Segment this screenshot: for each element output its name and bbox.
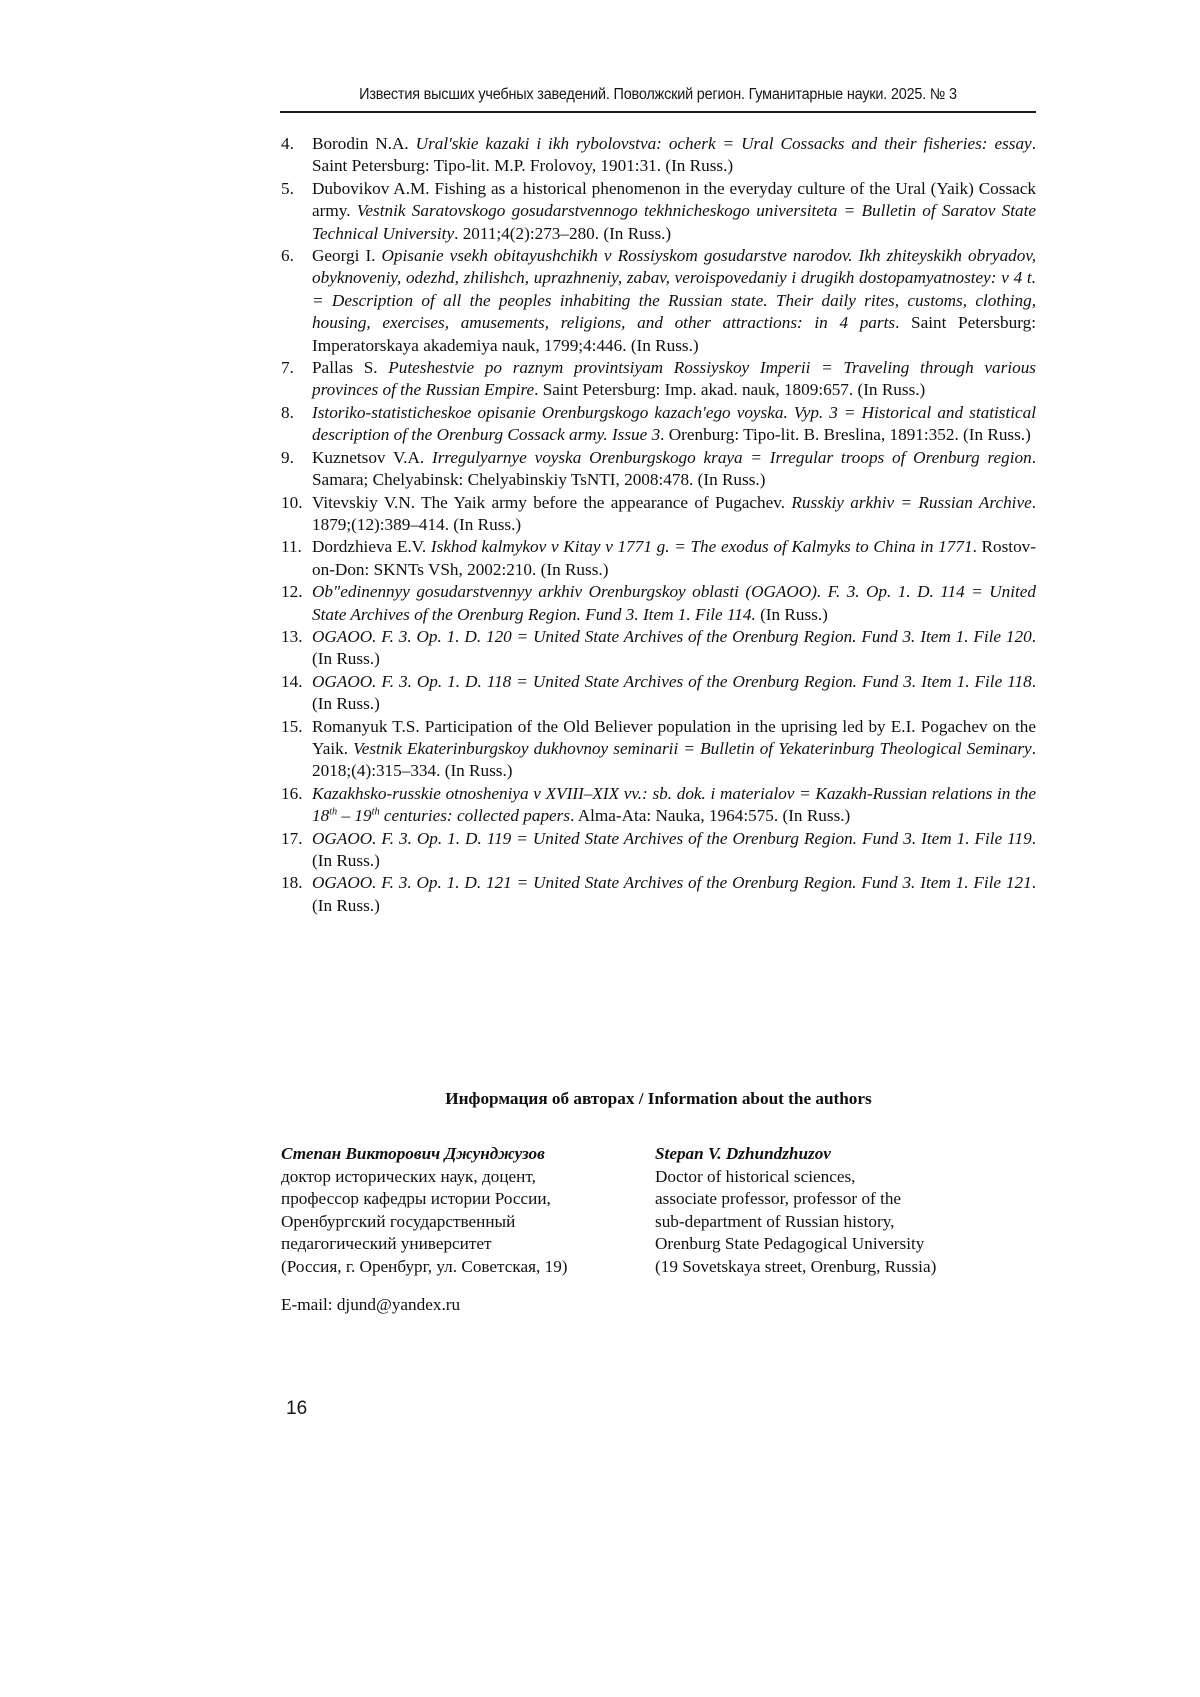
reference-text-segment: (In Russ.) — [755, 604, 828, 624]
reference-text-segment: Opisanie vsekh obitayushchikh v Rossiyskom gosudarstve narodov. Ikh zhiteyskikh obryadov, obyknoveniy, odezhd, zhilishch, uprazhneniy, zabav, veroispovedaniy i drugikh dostopamyatnostey: v 4 t. = Description of all the peoples inhabiting the Russian state. Their daily rites, customs, clothing, housing, exercises, amusements, religions, and other attractions: in 4 parts — [312, 246, 1036, 333]
reference-number: 8. — [281, 402, 294, 422]
reference-text-segment: OGAOO. F. 3. Op. 1. D. 118 = United State Archives of the Orenburg Region. Fund 3. Item 1. File 118 — [312, 671, 1032, 691]
reference-number: 9. — [281, 447, 294, 467]
reference-text-segment: Romanyuk T.S. Participation of the Old Believer population in the uprising led by E.I. Pogachev on the Yaik. — [312, 716, 1036, 758]
reference-text-segment: . Samara; Chelyabinsk: Chelyabinskiy TsNTI, 2008:478. (In Russ.) — [312, 447, 1036, 490]
reference-item — [281, 447, 1036, 492]
reference-item — [281, 402, 1036, 447]
author-email: E-mail: djund@yandex.ru — [281, 1295, 461, 1314]
author-degree-line: доктор исторических наук, доцент, — [281, 1166, 536, 1186]
reference-text-segment: Georgi I. — [312, 246, 382, 266]
reference-text-segment: Ob"edinennyy gosudarstvennyy arkhiv Orenburgskoy oblasti (OGAOO). F. 3. Op. 1. D. 114 = United State Archives of the Orenburg Region. Fund 3. Item 1. File 114. — [312, 582, 1036, 624]
reference-text-segment: . (In Russ.) — [312, 671, 1036, 714]
reference-text-segment: . (In Russ.) — [312, 828, 1036, 870]
page-number: 16 — [286, 1398, 308, 1419]
reference-text-segment: . (In Russ.) — [312, 626, 1036, 669]
reference-text-segment: Vestnik Saratovskogo gosudarstvennogo tekhnicheskogo universiteta = Bulletin of Saratov State Technical University — [312, 201, 1037, 243]
reference-number: 12. — [281, 582, 303, 602]
reference-number: 13. — [281, 626, 303, 646]
reference-number: 5. — [281, 178, 294, 198]
reference-number: 7. — [281, 358, 294, 378]
author-affiliation-line: Оренбургский государственный — [281, 1211, 516, 1231]
journal-header-text: Известия высших учебных заведений. Поволжский регион. Гуманитарные науки. 2025. № 3 — [359, 86, 957, 103]
reference-text-segment: Russkiy arkhiv = Russian Archive — [791, 492, 1032, 512]
reference-text-segment: th — [371, 806, 380, 818]
author-address-line: (19 Sovetskaya street, Orenburg, Russia) — [655, 1256, 937, 1276]
reference-item — [281, 671, 1036, 716]
reference-text-segment: Irregulyarnye voyska Orenburgskogo kraya = Irregular troops of Orenburg region — [431, 447, 1032, 467]
author-info-english — [655, 1143, 1040, 1279]
journal-running-head — [280, 86, 1036, 113]
author-info-russian — [281, 1143, 646, 1279]
author-affiliation-line: Orenburg State Pedagogical University — [655, 1234, 925, 1254]
reference-text-segment: . 1879;(12):389–414. (In Russ.) — [312, 492, 1036, 534]
author-position-line: associate professor, professor of the — [655, 1189, 902, 1209]
reference-text-segment: OGAOO. F. 3. Op. 1. D. 120 = United State Archives of the Orenburg Region. Fund 3. Item 1. File 120 — [312, 626, 1032, 646]
reference-number: 11. — [281, 537, 302, 557]
reference-item — [281, 357, 1036, 402]
reference-item — [281, 178, 1036, 245]
reference-text-segment: – 19 — [337, 806, 372, 826]
reference-number: 14. — [281, 671, 303, 691]
authors-section-title: Информация об авторах / Information about the authors — [445, 1089, 872, 1108]
reference-number: 4. — [281, 134, 294, 153]
reference-text-segment: . (In Russ.) — [312, 873, 1036, 915]
reference-text-segment: Vestnik Ekaterinburgskoy dukhovnoy seminarii = Bulletin of Yekaterinburg Theological Seminary — [353, 738, 1032, 758]
reference-text-segment: Puteshestvie po raznym provintsiyam Rossiyskoy Imperii = Traveling through various provinces of the Russian Empire — [312, 358, 1036, 400]
reference-text-segment: Dordzhieva E.V. — [312, 537, 431, 557]
reference-text-segment: Kuznetsov V.A. — [312, 447, 432, 467]
reference-text-segment: . 2018;(4):315–334. (In Russ.) — [312, 738, 1036, 781]
authors-section — [281, 1143, 1036, 1288]
reference-text-segment: . Saint Petersburg: Imperatorskaya akademiya nauk, 1799;4:446. (In Russ.) — [312, 313, 1037, 355]
author-affiliation-line: sub-department of Russian history, — [655, 1211, 895, 1231]
reference-number: 15. — [281, 716, 303, 736]
author-affiliation-line: педагогический университет — [281, 1234, 492, 1254]
author-address-line: (Россия, г. Оренбург, ул. Советская, 19) — [281, 1256, 568, 1276]
reference-text-segment: Borodin N.A. — [312, 134, 416, 153]
reference-number: 10. — [281, 492, 303, 512]
reference-text-segment: OGAOO. F. 3. Op. 1. D. 119 = United State Archives of the Orenburg Region. Fund 3. Item 1. File 119 — [312, 828, 1032, 848]
reference-number: 16. — [281, 783, 303, 803]
reference-item — [281, 492, 1036, 537]
reference-text-segment: . 2011;4(2):273–280. (In Russ.) — [454, 223, 672, 243]
reference-text-segment: . Orenburg: Tipo-lit. B. Breslina, 1891:352. (In Russ.) — [660, 425, 1031, 445]
reference-text-segment: . Saint Petersburg: Imp. akad. nauk, 1809:657. (In Russ.) — [534, 380, 926, 400]
references-list — [281, 133, 1036, 917]
reference-text-segment: Ural'skie kazaki i ikh rybolovstva: ocherk = Ural Cossacks and their fisheries: essay — [415, 134, 1032, 153]
reference-number: 17. — [281, 828, 303, 848]
author-name-english: Stepan V. Dzhundzhuzov — [655, 1144, 831, 1163]
reference-item — [281, 581, 1036, 626]
reference-text-segment: Dubovikov A.M. Fishing as a historical phenomenon in the everyday culture of the Ural (Yaik) Cossack army. — [312, 178, 1036, 221]
reference-item — [281, 872, 1036, 917]
reference-number: 6. — [281, 246, 294, 266]
reference-text-segment: OGAOO. F. 3. Op. 1. D. 121 = United State Archives of the Orenburg Region. Fund 3. Item 1. File 121 — [312, 873, 1032, 893]
reference-number: 18. — [281, 873, 303, 893]
reference-item — [281, 716, 1036, 783]
reference-text-segment: Kazakhsko-russkie otnosheniya v XVIII–XIX vv.: sb. dok. i materialov = Kazakh-Russian relations in the 18 — [312, 783, 1036, 826]
author-position-line: профессор кафедры истории России, — [281, 1189, 551, 1209]
reference-item — [281, 828, 1036, 873]
reference-item — [281, 626, 1036, 671]
author-degree-line: Doctor of historical sciences, — [655, 1166, 856, 1186]
reference-text-segment: . Alma-Ata: Nauka, 1964:575. (In Russ.) — [570, 806, 851, 826]
reference-item — [281, 133, 1036, 178]
reference-text-segment: . Saint Petersburg: Tipo-lit. M.P. Frolovoy, 1901:31. (In Russ.) — [312, 134, 1036, 176]
reference-item — [281, 536, 1036, 581]
reference-item — [281, 783, 1036, 828]
reference-item — [281, 245, 1036, 357]
reference-text-segment: centuries: collected papers — [379, 806, 571, 826]
reference-text-segment: Vitevskiy V.N. The Yaik army before the appearance of Pugachev. — [312, 492, 792, 512]
reference-text-segment: Istoriko-statisticheskoe opisanie Orenburgskogo kazach'ego voyska. Vyp. 3 = Historical and statistical description of the Orenburg Cossack army. Issue 3 — [312, 402, 1036, 445]
author-name-russian: Степан Викторович Джунджузов — [281, 1144, 545, 1163]
reference-text-segment: Pallas S. — [312, 358, 389, 378]
reference-text-segment: . Rostov-on-Don: SKNTs VSh, 2002:210. (In Russ.) — [312, 537, 1036, 579]
reference-text-segment: Iskhod kalmykov v Kitay v 1771 g. = The exodus of Kalmyks to China in 1771 — [430, 537, 973, 557]
reference-text-segment: th — [329, 806, 338, 818]
